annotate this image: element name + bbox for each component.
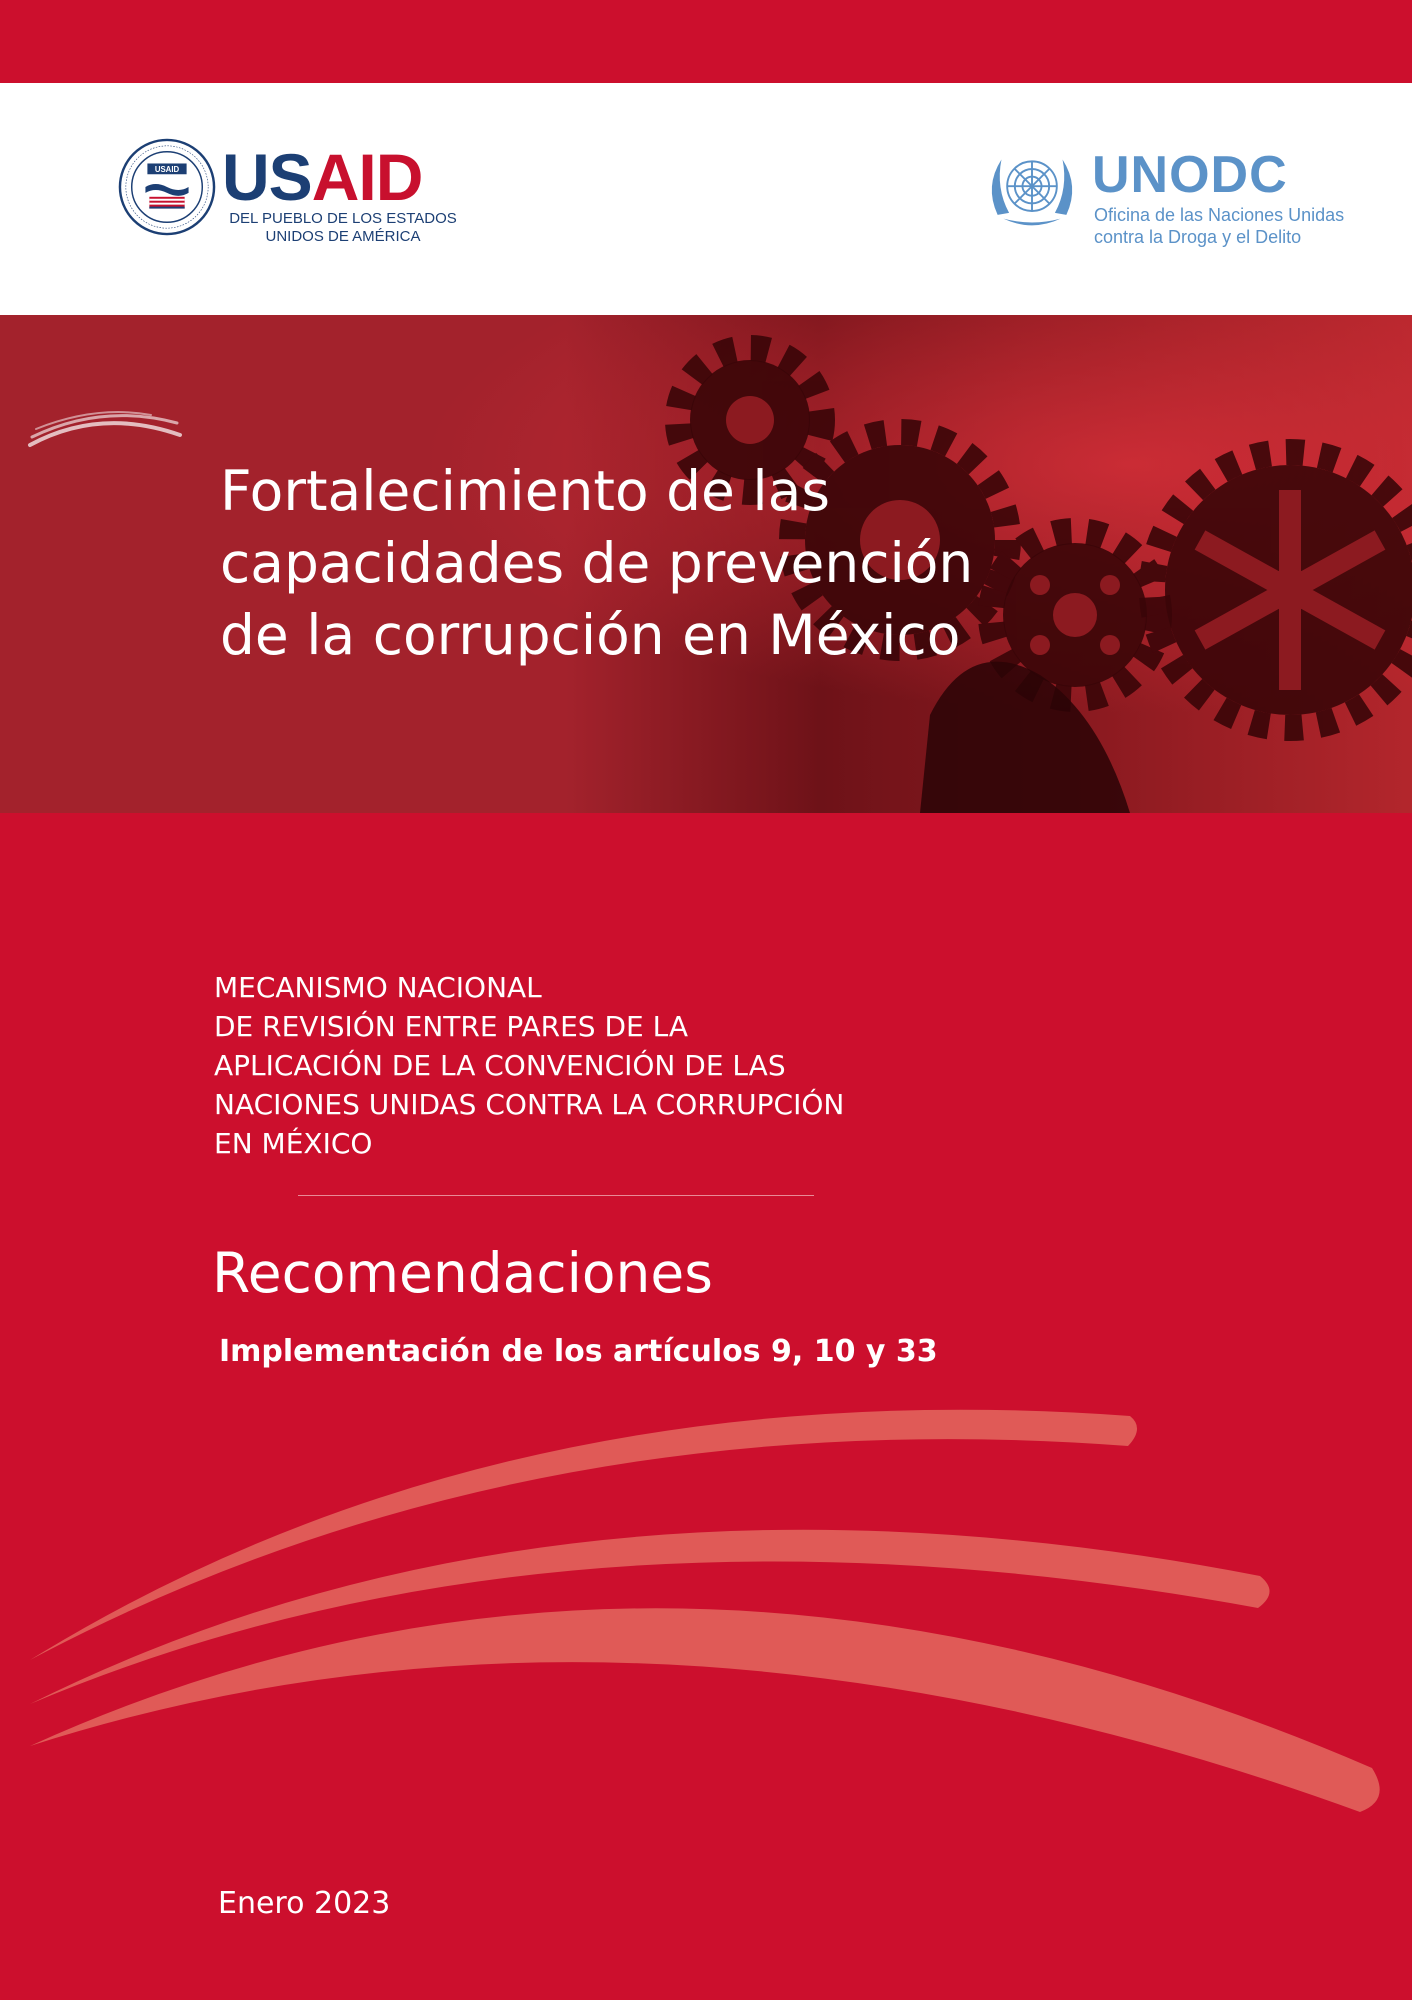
top-red-bar — [0, 0, 1414, 83]
usaid-wordmark-aid: AID — [311, 140, 423, 214]
usaid-wordmark-us: US — [222, 140, 312, 214]
hero-banner — [0, 315, 1414, 813]
unodc-wordmark: UNODC — [1092, 146, 1288, 204]
usaid-seal-center: USAID — [154, 164, 180, 174]
mechanism-heading: MECANISMO NACIONAL DE REVISIÓN ENTRE PARES DE LA APLICACIÓN DE LA CONVENCIÓN DE LAS NACIONES UNIDAS CONTRA LA CORRUPCIÓN EN MÉXICO — [214, 971, 845, 1160]
usaid-logo — [118, 138, 458, 248]
recommendations-title: Recomendaciones — [212, 1241, 713, 1305]
usaid-wordmark — [222, 140, 423, 214]
divider-line — [298, 1195, 814, 1196]
publication-date: Enero 2023 — [218, 1886, 391, 1921]
un-emblem-icon — [984, 148, 1080, 232]
unodc-logo — [984, 148, 1354, 258]
usaid-tagline: DEL PUEBLO DE LOS ESTADOS UNIDOS DE AMÉRICA — [229, 210, 457, 245]
usaid-seal-icon — [118, 138, 216, 236]
decorative-swooshes — [0, 1380, 1414, 1840]
unodc-tagline: Oficina de las Naciones Unidas contra la Droga y el Delito — [1094, 205, 1345, 247]
cover-title: Fortalecimiento de las capacidades de prevención de la corrupción en México — [220, 459, 974, 667]
articles-subtitle: Implementación de los artículos 9, 10 y 33 — [219, 1334, 938, 1369]
